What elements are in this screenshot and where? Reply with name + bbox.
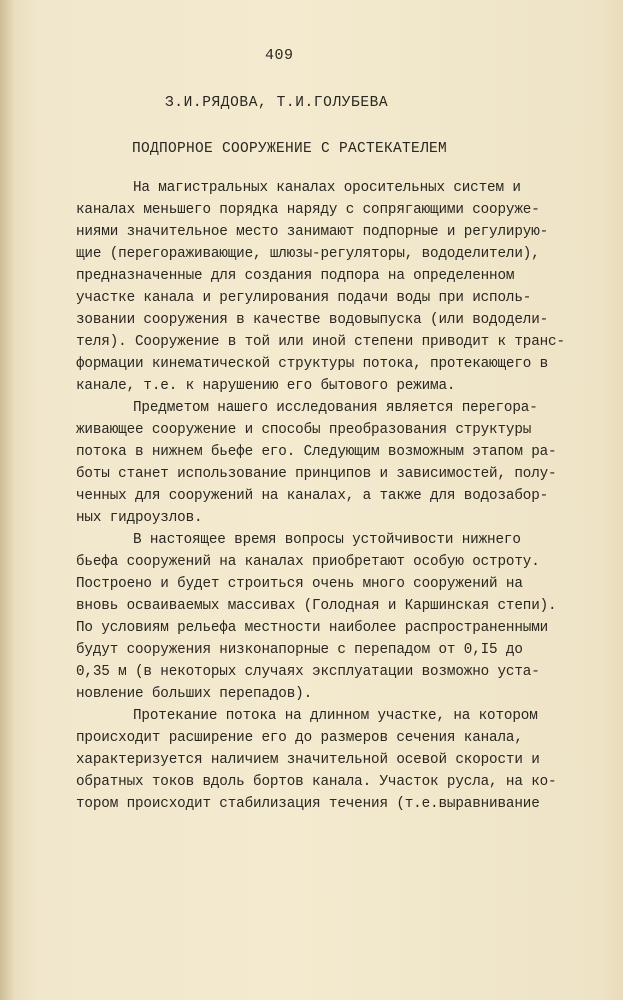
text-line: Протекание потока на длинном участке, на котором [133,708,538,724]
text-line: ных гидроузлов. [76,510,203,526]
text-line: ниями значительное место занимают подпорные и регулирую- [76,224,549,240]
text-line: живающее сооружение и способы преобразования структуры [76,422,532,438]
text-line: формации кинематической структуры потока, протекающего в [76,356,549,372]
text-line: обратных токов вдоль бортов канала. Участок русла, на ко- [76,774,557,790]
text-line: характеризуется наличием значительной осевой скорости и [76,752,540,768]
text-line: На магистральных каналах оросительных систем и [133,180,521,196]
text-line: 0,35 м (в некоторых случаях эксплуатации возможно уста- [76,664,540,680]
text-line: В настоящее время вопросы устойчивости нижнего [133,532,521,548]
text-line: вновь осваиваемых массивах (Голодная и Каршинская степи). [76,598,557,614]
text-line: потока в нижнем бьефе его. Следующим возможным этапом ра- [76,444,557,460]
text-line: участке канала и регулирования подачи воды при исполь- [76,290,532,306]
text-line: щие (перегораживающие, шлюзы-регуляторы, вододелители), [76,246,540,262]
text-line: По условиям рельефа местности наиболее распространенными [76,620,549,636]
text-line: Предметом нашего исследования является перегора- [133,400,538,416]
text-line: боты станет использование принципов и зависимостей, полу- [76,466,557,482]
text-line: происходит расширение его до размеров сечения канала, [76,730,523,746]
text-line: тором происходит стабилизация течения (т.е.выравнивание [76,796,540,812]
page-number: 409 [265,47,294,64]
authors: З.И.РЯДОВА, Т.И.ГОЛУБЕВА [165,95,389,111]
text-line: ченных для сооружений на каналах, а также для водозабор- [76,488,549,504]
text-line: Построено и будет строиться очень много сооружений на [76,576,523,592]
text-line: каналах меньшего порядка наряду с сопрягающими сооруже- [76,202,540,218]
text-line: зовании сооружения в качестве водовыпуска (или вододели- [76,312,549,328]
text-line: бьефа сооружений на каналах приобретают особую остроту. [76,554,540,570]
text-line: канале, т.е. к нарушению его бытового режима. [76,378,456,394]
article-title: ПОДПОРНОЕ СООРУЖЕНИЕ С РАСТЕКАТЕЛЕМ [132,141,448,157]
text-line: новление больших перепадов). [76,686,313,702]
binding-edge [0,0,14,1000]
text-line: предназначенные для создания подпора на определенном [76,268,515,284]
text-line: теля). Сооружение в той или иной степени приводит к транс- [76,334,565,350]
text-line: будут сооружения низконапорные с перепадом от 0,I5 до [76,642,523,658]
